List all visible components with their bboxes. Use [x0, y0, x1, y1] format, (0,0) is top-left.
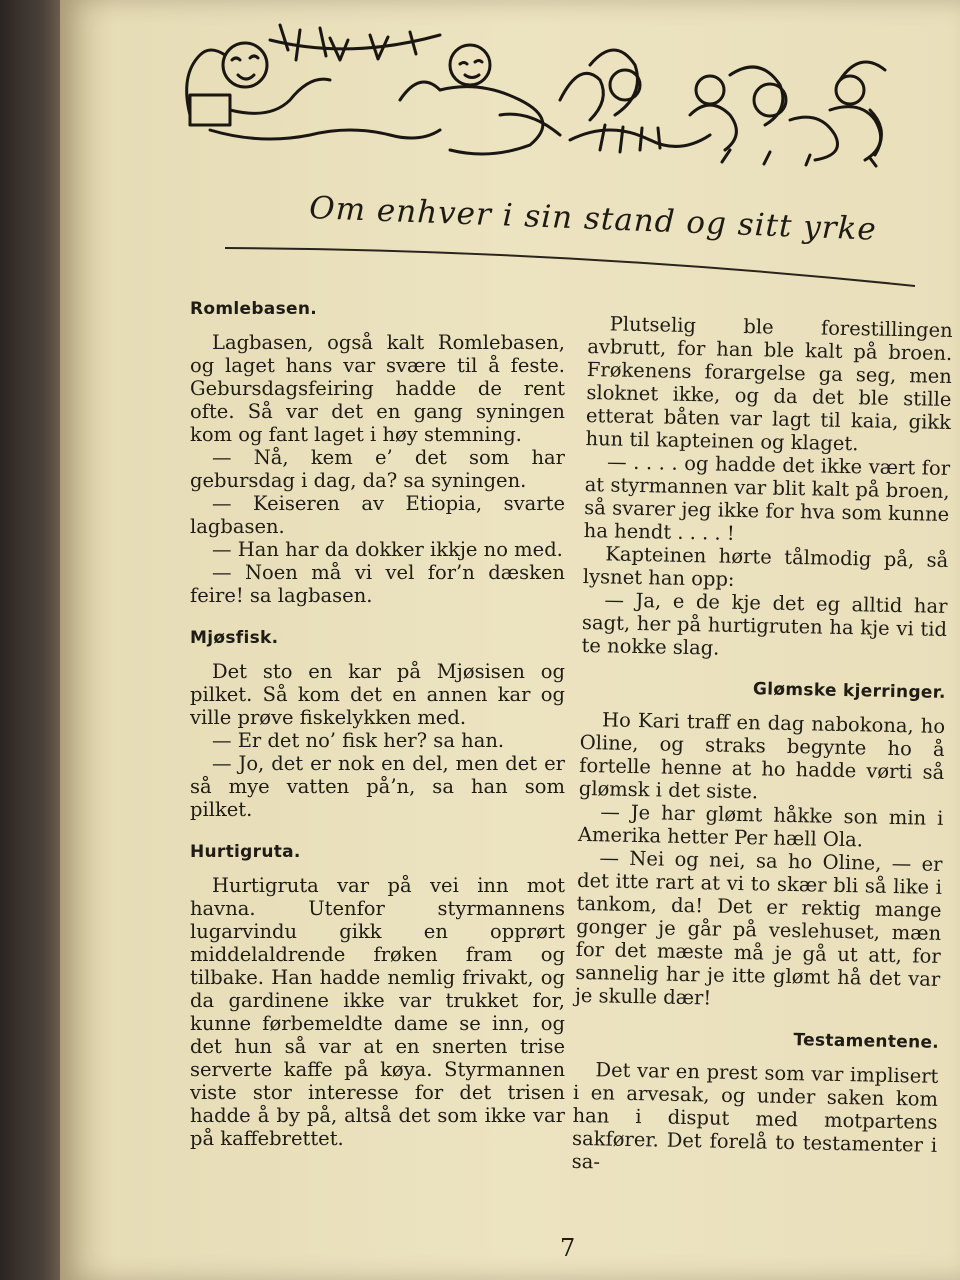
heading-romlebasen: Romlebasen. — [190, 299, 317, 319]
paragraph: — Noen må vi vel for’n dæsken feire! sa lagbasen. — [190, 561, 565, 607]
paragraph: Lagbasen, også kalt Romlebasen, og laget hans var svære til å feste. Gebursdagsfeiring hadde de rent ofte. Så var det en gang syningen kom og fant laget i høy stemning. — [190, 331, 565, 446]
book-page — [60, 0, 960, 1280]
paragraph: — Jo, det er nok en del, men det er så mye vatten på’n, sa han som pilket. — [190, 752, 565, 821]
page-number: 7 — [560, 1234, 576, 1262]
paragraph: — Je har glømt håkke son min i Amerika hetter Per hæll Ola. — [577, 800, 944, 852]
paragraph: Det sto en kar på Mjøsisen og pilket. Så kom det en annen kar og ville prøve fiskelykken med. — [190, 660, 565, 729]
heading-testamentene: Testamentene. — [793, 1030, 940, 1053]
paragraph: — Keiseren av Etiopia, svarte lagbasen. — [190, 492, 565, 538]
paragraph: Plutselig ble forestillingen avbrutt, for han ble kalt på broen. Frøkenens forargelse ga seg, men sloknet ikke, og da det ble stille etterat båten var lagt til kaia, gikk hun til kapteinen og klaget. — [585, 312, 953, 456]
heading-glomske-kjerringer: Glømske kjerringer. — [752, 679, 946, 703]
paragraph: Ho Kari traff en dag nabokona, ho Oline, og straks begynte ho å fortelle henne at ho hadde vørti så glømsk i det siste. — [578, 708, 946, 804]
party-sketch-illustration — [170, 20, 910, 170]
right-column — [571, 312, 952, 1180]
paragraph: Det var en prest som var implisert i en arvesak, og under saken kom han i disput med motpartens sakfører. Det forelå to testamenter i sa- — [571, 1058, 939, 1174]
book-spine — [0, 0, 60, 1280]
heading-mjosfisk: Mjøsfisk. — [190, 628, 279, 648]
left-column — [190, 298, 565, 1150]
title-underline — [225, 240, 915, 290]
paragraph: — . . . . og hadde det ikke vært for at styrmannen var blit kalt på broen, så svarer jeg ikke for hva som kunne ha hendt . . . . ! — [583, 450, 951, 545]
paragraph: Hurtigruta var på vei inn mot havna. Utenfor styrmannens lugarvindu gikk en opprørt middelaldrende frøken fram og tilbake. Han hadde nemlig frivakt, og da gardinene ikke var trukket for, kunne førbemeldte dame se inn, og det hun så var at en snerten trise serverte kaffe på køya. Styrmannen viste stor interesse for det trisen hadde å by på, altså det som ikke var på kaffebrettet. — [190, 874, 565, 1150]
page-title: Om enhver i sin stand og sitt yrke — [308, 190, 878, 248]
paragraph: — Er det no’ fisk her? sa han. — [212, 729, 505, 752]
paragraph: — Han har da dokker ikkje no med. — [212, 538, 563, 561]
paragraph: — Nå, kem e’ det som har gebursdag i dag, da? sa syningen. — [190, 446, 565, 492]
heading-hurtigruta: Hurtigruta. — [190, 842, 301, 862]
paragraph: — Ja, e de kje det eg alltid har sagt, her på hurtigruten ha kje vi tid te nokke slag. — [581, 588, 948, 660]
paragraph: Kapteinen hørte tålmodig på, så lysnet han opp: — [582, 542, 949, 591]
paragraph: — Nei og nei, sa ho Oline, — er det itte rart at vi to skær bli så like i tankom, da! Det er rektig mange gonger je går på veslehuset, mæn for det mæste må je gå ut att, for sannelig har je itte glømt hå det var je skulle dær! — [574, 846, 943, 1010]
